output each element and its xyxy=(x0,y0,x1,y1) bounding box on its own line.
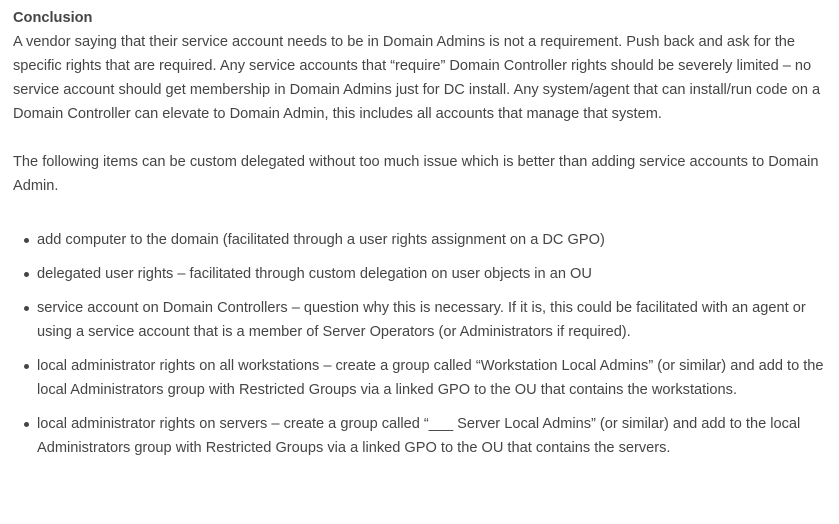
list-item-text: add computer to the domain (facilitated through a user rights assignment on a DC GPO) xyxy=(37,232,605,248)
delegation-list xyxy=(13,228,826,460)
list-item-text: local administrator rights on servers – create a group called “___ Server Local Admins” (or similar) and add to the local Administrators group with Restricted Groups via a linked GPO to the OU that contains the servers. xyxy=(37,416,801,456)
bullet-icon xyxy=(24,272,29,277)
list-item-text: local administrator rights on all workstations – create a group called “Workstation Local Admins” (or similar) and add to the local Administrators group with Restricted Groups via a linked GPO to the OU that contains the workstations. xyxy=(37,358,824,398)
delegation-intro-paragraph: The following items can be custom delegated without too much issue which is better than adding service accounts to Domain Admin. xyxy=(13,154,819,194)
list-item-text: delegated user rights – facilitated through custom delegation on user objects in an OU xyxy=(37,266,592,282)
bullet-icon xyxy=(24,306,29,311)
bullet-icon xyxy=(24,238,29,243)
list-item xyxy=(13,262,826,286)
bullet-icon xyxy=(24,422,29,427)
list-item-text: service account on Domain Controllers – question why this is necessary. If it is, this could be facilitated with an agent or using a service account that is a member of Server Operators (or Administrators if required). xyxy=(37,300,806,340)
list-item xyxy=(13,354,826,402)
list-item xyxy=(13,412,826,460)
bullet-icon xyxy=(24,364,29,369)
list-item xyxy=(13,296,826,344)
section-heading: Conclusion xyxy=(13,10,93,26)
conclusion-paragraph: A vendor saying that their service account needs to be in Domain Admins is not a requirement. Push back and ask for the specific rights that are required. Any service accounts that “require” Domain Controller rights should be severely limited – no service account should get membership in Domain Admins just for DC install. Any system/agent that can install/run code on a Domain Controller can elevate to Domain Admin, this includes all accounts that manage that system. xyxy=(13,34,821,122)
list-item xyxy=(13,228,826,252)
